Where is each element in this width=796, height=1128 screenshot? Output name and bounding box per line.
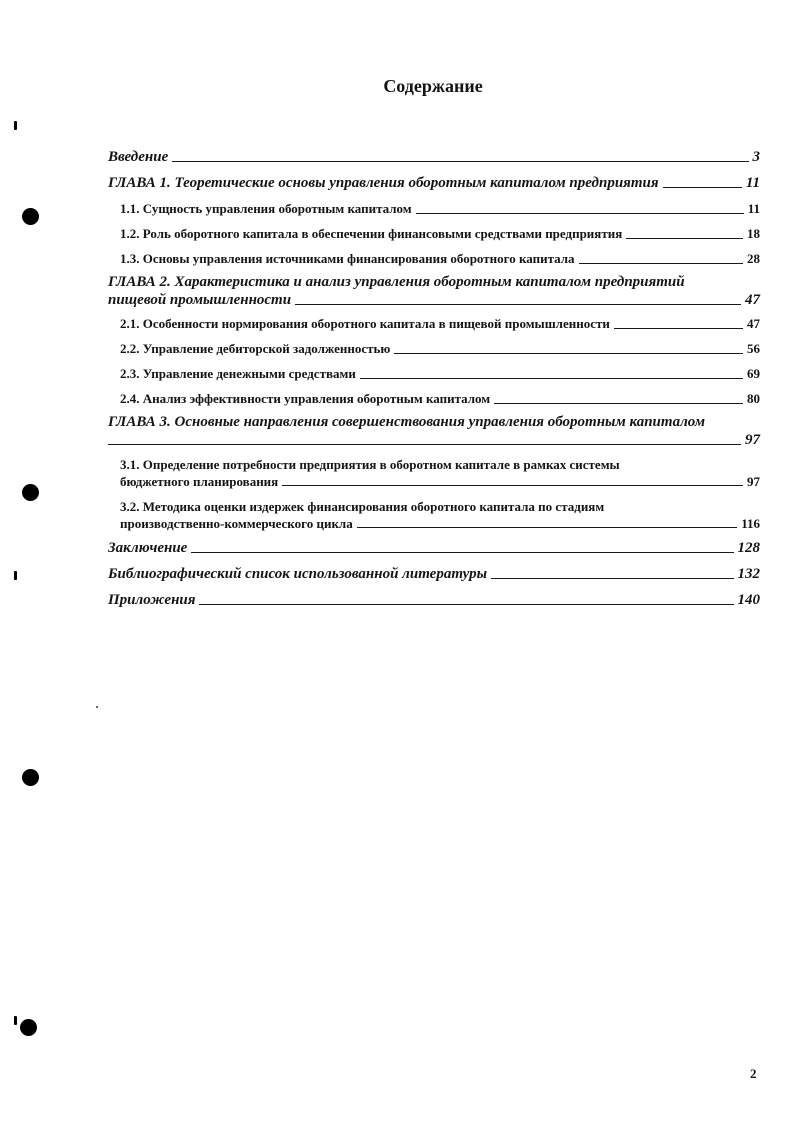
leader-line: [626, 238, 743, 239]
scan-mark: [96, 706, 98, 708]
toc-page-number: 80: [747, 391, 760, 406]
toc-entry-label: Заключение: [108, 540, 188, 556]
binder-hole: [22, 769, 39, 786]
toc-page-number: 56: [747, 341, 760, 356]
binder-hole: [20, 1019, 37, 1036]
toc-page-number: 69: [747, 366, 760, 381]
toc-entry-label-line-1: 3.1. Определение потребности предприятия в оборотном капитале в рамках системы: [120, 457, 620, 472]
toc-entry-label-line-1: ГЛАВА 2. Характеристика и анализ управления оборотным капиталом предприятий: [108, 274, 685, 290]
leader-line: [191, 552, 733, 553]
toc-entry-appendices[interactable]: [108, 591, 760, 609]
scan-mark: [14, 121, 17, 130]
toc-entry-label: 2.2. Управление дебиторской задолженностью: [120, 341, 391, 356]
toc-page-number: 140: [737, 592, 760, 608]
scan-mark: [14, 1016, 17, 1025]
toc-entry-label-line-1: 3.2. Методика оценки издержек финансирования оборотного капитала по стадиям: [120, 499, 605, 514]
leader-line: [494, 403, 743, 404]
table-of-contents: [108, 146, 760, 609]
toc-page-number: 11: [745, 175, 760, 191]
toc-entry-section-3-2[interactable]: [108, 498, 760, 532]
toc-entry-chapter-3[interactable]: [108, 413, 760, 449]
toc-entry-section-2-1[interactable]: [108, 315, 760, 333]
toc-page-number: 97: [745, 432, 760, 448]
toc-entry-label: 2.1. Особенности нормирования оборотного капитала в пищевой промышленности: [120, 316, 610, 331]
toc-entry-chapter-1[interactable]: [108, 174, 760, 192]
leader-line: [357, 527, 737, 528]
toc-entry-intro[interactable]: [108, 148, 760, 166]
leader-line: [416, 213, 744, 214]
toc-page-number: 47: [747, 316, 760, 331]
toc-entry-label: 1.2. Роль оборотного капитала в обеспечении финансовыми средствами предприятия: [120, 226, 623, 241]
toc-entry-chapter-2[interactable]: [108, 273, 760, 309]
toc-page-number: 47: [745, 292, 760, 308]
toc-page-number: 116: [741, 516, 760, 531]
toc-entry-section-2-3[interactable]: [108, 365, 760, 383]
leader-line: [295, 304, 741, 305]
toc-entry-conclusion[interactable]: [108, 539, 760, 557]
toc-entry-label-line-2: производственно-коммерческого цикла: [120, 516, 353, 531]
toc-entry-section-2-4[interactable]: [108, 390, 760, 408]
toc-entry-section-1-1[interactable]: [108, 200, 760, 218]
page-number: 2: [750, 1066, 757, 1081]
leader-line: [614, 328, 743, 329]
toc-entry-label: 1.3. Основы управления источниками финансирования оборотного капитала: [120, 251, 575, 266]
toc-entry-label: Введение: [108, 149, 169, 165]
leader-line: [663, 187, 742, 188]
leader-line: [282, 485, 743, 486]
toc-entry-label: 1.1. Сущность управления оборотным капиталом: [120, 201, 412, 216]
toc-page-number: 97: [747, 474, 760, 489]
toc-entry-bibliography[interactable]: [108, 565, 760, 583]
toc-entry-label: Приложения: [108, 592, 196, 608]
binder-hole: [22, 208, 39, 225]
scan-mark: [14, 571, 17, 580]
toc-entry-label: ГЛАВА 1. Теоретические основы управления оборотным капиталом предприятия: [108, 175, 659, 191]
toc-entry-section-1-3[interactable]: [108, 250, 760, 268]
toc-entry-label-line-2: бюджетного планирования: [120, 474, 279, 489]
toc-entry-label: 2.3. Управление денежными средствами: [120, 366, 356, 381]
leader-line: [172, 161, 748, 162]
toc-page-number: 3: [752, 149, 760, 165]
toc-entry-section-2-2[interactable]: [108, 340, 760, 358]
page-title: Содержание: [383, 76, 483, 96]
toc-entry-label-line-2: пищевой промышленности: [108, 292, 292, 308]
leader-line: [579, 263, 743, 264]
leader-line: [199, 604, 733, 605]
toc-entry-label: Библиографический список использованной литературы: [108, 566, 487, 582]
leader-line: [108, 444, 741, 445]
binder-hole: [22, 484, 39, 501]
leader-line: [360, 378, 743, 379]
leader-line: [394, 353, 743, 354]
toc-entry-section-1-2[interactable]: [108, 225, 760, 243]
toc-entry-label: 2.4. Анализ эффективности управления оборотным капиталом: [120, 391, 491, 406]
toc-entry-section-3-1[interactable]: [108, 456, 760, 490]
toc-page-number: 128: [737, 540, 760, 556]
toc-entry-label: ГЛАВА 3. Основные направления совершенствования управления оборотным капиталом: [108, 414, 705, 430]
toc-page-number: 18: [747, 226, 760, 241]
toc-page-number: 28: [747, 251, 760, 266]
leader-line: [491, 578, 734, 579]
toc-page-number: 132: [737, 566, 760, 582]
toc-page-number: 11: [747, 201, 760, 216]
